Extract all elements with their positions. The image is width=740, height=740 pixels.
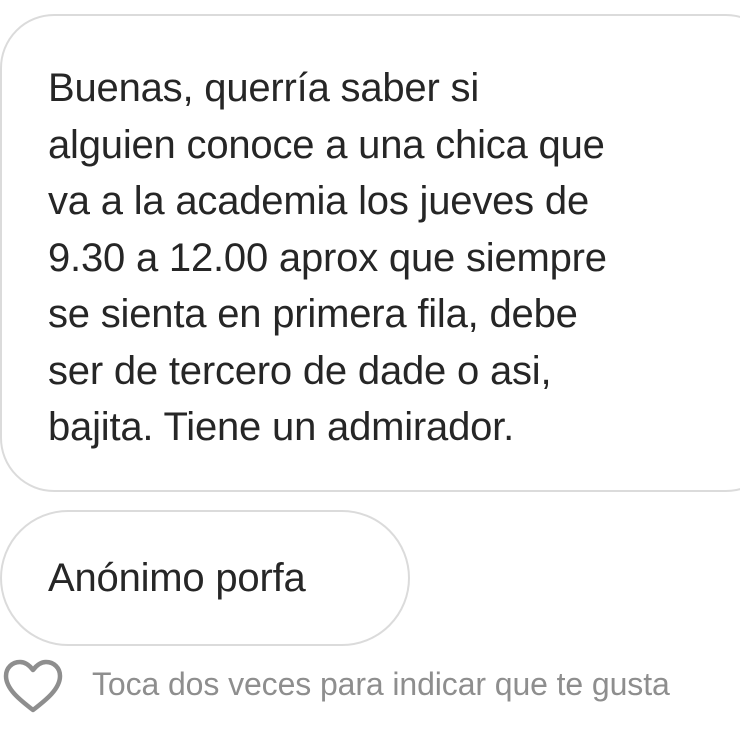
message-bubble-1[interactable] (0, 14, 740, 492)
message-text-2: Anónimo porfa (48, 556, 306, 600)
like-hint-row (0, 656, 740, 716)
like-hint-text: Toca dos veces para indicar que te gusta (92, 666, 670, 702)
heart-outline-icon[interactable] (2, 658, 64, 714)
message-bubble-2[interactable] (0, 510, 410, 646)
message-text-1: Buenas, querría saber si alguien conoce a una chica que va a la academia los jueves de 9.30 a 12.00 aprox que siempre se sienta en primera fila, debe ser de tercero de dade o asi, bajita. Tiene un admirador. (48, 66, 607, 449)
